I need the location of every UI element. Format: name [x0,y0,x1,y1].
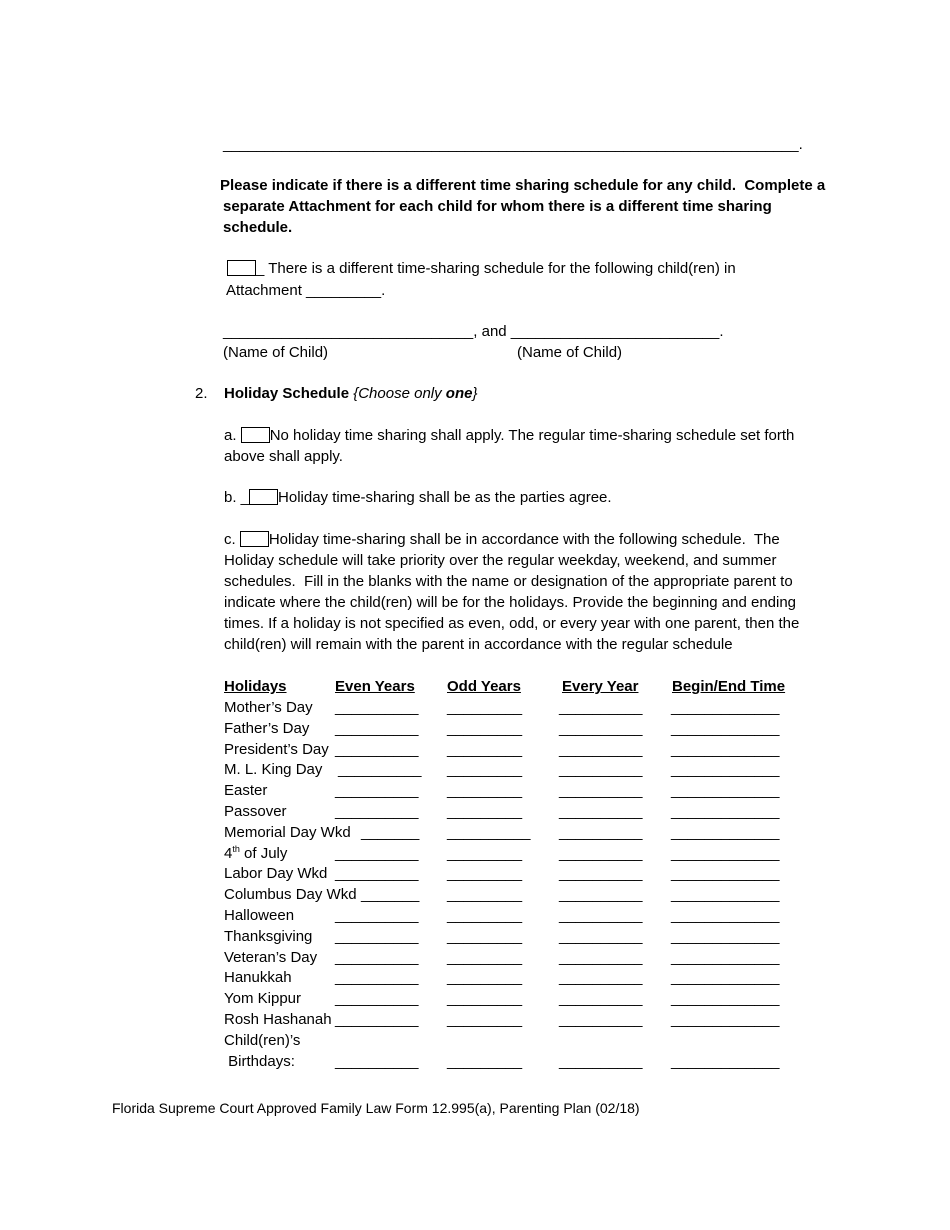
holiday-blank-every[interactable]: __________ [559,948,643,966]
option-c-line-3: schedules. Fill in the blanks with the name or designation of the appropriate parent to [224,573,793,590]
children-names-blanks[interactable]: ______________________________, and _________________________. [223,323,724,340]
holiday-name: Mother’s Day [224,699,313,716]
holiday-name: Veteran’s Day [224,948,318,966]
option-c-line-6: child(ren) will remain with the parent in accordance with the regular schedule [224,636,733,653]
holiday-blank-time[interactable]: _____________ [671,1011,780,1028]
different-schedule-line-1 [227,259,736,279]
checkbox-tail: _ [256,260,265,277]
holiday-name: Easter [224,782,268,800]
header-every-year: Every Year [562,678,639,695]
holiday-blank-odd[interactable]: _________ [447,865,523,883]
holiday-blank-even[interactable]: __________ [335,803,419,820]
holiday-blank-time[interactable]: _____________ [671,865,780,883]
top-blank-line[interactable]: _____________________________________________________________________. [223,136,803,153]
holiday-blank-even[interactable]: __________ [335,969,419,987]
holiday-blank-time[interactable]: _____________ [671,782,780,800]
holiday-blank-odd[interactable]: _________ [447,927,523,945]
holiday-name: 4th of July [224,843,288,862]
holiday-blank-odd[interactable]: _________ [447,719,523,737]
holiday-blank-time[interactable]: _____________ [671,740,780,758]
holiday-blank-even[interactable]: _______ [361,886,420,904]
option-c-line-4: indicate where the child(ren) will be for the holidays. Provide the beginning and ending [224,594,797,611]
holiday-blank-odd[interactable]: _________ [447,886,523,904]
holiday-blank-even[interactable]: __________ [335,927,419,945]
holiday-blank-every[interactable]: __________ [559,1011,643,1028]
holiday-name: Memorial Day Wkd [224,823,351,841]
holiday-blank-odd[interactable]: _________ [447,990,523,1008]
holiday-blank-every[interactable]: __________ [559,844,643,862]
holiday-blank-odd[interactable]: _________ [447,1052,523,1070]
holiday-blank-every[interactable]: __________ [559,990,643,1008]
holiday-blank-odd[interactable]: _________ [447,948,523,966]
holiday-blank-every[interactable]: __________ [559,865,643,883]
holiday-blank-odd[interactable]: _________ [447,803,523,820]
option-a-line-2: above shall apply. [224,448,343,465]
instruction-line-1: Please indicate if there is a different time sharing schedule for any child. Complete a [220,177,826,194]
holiday-blank-time[interactable]: _____________ [671,886,780,904]
holiday-blank-odd[interactable]: _________ [447,1011,523,1028]
option-c-line-5: times. If a holiday is not specified as even, odd, or every year with one parent, then the [224,615,800,632]
holiday-blank-every[interactable]: __________ [559,761,643,779]
holiday-name: Father’s Day [224,719,310,737]
holiday-blank-time[interactable]: _____________ [671,844,780,862]
holiday-blank-time[interactable]: _____________ [671,948,780,966]
holiday-name: Birthdays: [224,1052,295,1070]
holiday-blank-time[interactable]: _____________ [671,699,780,716]
holiday-blank-odd[interactable]: _________ [447,782,523,800]
holiday-name: Hanukkah [224,969,292,987]
holiday-blank-even[interactable]: __________ [338,761,422,779]
holiday-blank-odd[interactable]: _________ [447,907,523,924]
holiday-blank-even[interactable]: __________ [335,948,419,966]
header-begin-end-time: Begin/End Time [672,678,786,695]
holiday-blank-every[interactable]: __________ [559,782,643,800]
option-b-line-1: b. _ Holiday time-sharing shall be as the parties agree. [224,489,612,506]
holiday-name: Rosh Hashanah [224,1011,332,1028]
holiday-name: Passover [224,803,287,820]
holiday-blank-time[interactable]: _____________ [671,990,780,1008]
holiday-blank-even[interactable]: __________ [335,740,419,758]
option-c-line-2: Holiday schedule will take priority over the regular weekday, weekend, and summer [224,552,777,569]
holiday-name: Labor Day Wkd [224,865,328,883]
holiday-name: President’s Day [224,740,329,758]
holiday-blank-even[interactable]: __________ [335,719,419,737]
holiday-blank-time[interactable]: _____________ [671,907,780,924]
option-a-checkbox[interactable] [241,427,270,443]
holiday-blank-time[interactable]: _____________ [671,803,780,820]
holiday-blank-even[interactable]: __________ [335,1052,419,1070]
holiday-blank-even[interactable]: __________ [335,990,419,1008]
holiday-schedule-title: Holiday Schedule [224,385,350,402]
different-schedule-text: There is a different time-sharing schedule for the following child(ren) in [264,260,736,277]
instruction-line-3: schedule. [223,219,293,236]
option-c-checkbox[interactable] [240,531,269,547]
holiday-blank-every[interactable]: __________ [559,719,643,737]
holiday-blank-every[interactable]: __________ [559,927,643,945]
holiday-blank-odd[interactable]: _________ [447,844,523,862]
holiday-name: Columbus Day Wkd [224,886,357,904]
holiday-name: Halloween [224,907,295,924]
holiday-blank-odd[interactable]: _________ [447,740,523,758]
option-b-checkbox[interactable] [249,489,278,505]
footer-text: Florida Supreme Court Approved Family Law Form 12.995(a), Parenting Plan (02/18) [112,1100,640,1116]
attachment-line[interactable]: Attachment _________. [226,282,386,299]
holiday-name: Yom Kippur [224,990,301,1008]
holiday-blank-time[interactable]: _____________ [671,969,780,987]
header-odd-years: Odd Years [447,678,521,695]
holiday-blank-odd[interactable]: __________ [447,823,531,841]
option-a-line-1: a. No holiday time sharing shall apply. The regular time-sharing schedule set forth [224,427,795,444]
holiday-blank-time[interactable]: _____________ [671,927,780,945]
holiday-blank-even[interactable]: __________ [335,865,419,883]
header-even-years: Even Years [335,678,415,695]
holiday-blank-time[interactable]: _____________ [671,1052,780,1070]
holiday-blank-even[interactable]: __________ [335,699,419,716]
option-c-line-1: c. Holiday time-sharing shall be in accordance with the following schedule. The [224,531,780,548]
holiday-blank-time[interactable]: _____________ [671,719,780,737]
holiday-blank-every[interactable]: __________ [559,740,643,758]
holiday-blank-every[interactable]: __________ [559,699,643,716]
holiday-blank-every[interactable]: __________ [559,803,643,820]
holiday-blank-even[interactable]: _______ [361,823,420,841]
holiday-schedule-heading [224,384,477,404]
different-schedule-checkbox[interactable] [227,260,256,276]
holiday-name: Thanksgiving [224,927,313,945]
holiday-name: M. L. King Day [224,761,323,779]
holiday-blank-time[interactable]: _____________ [671,761,780,779]
instruction-line-2: separate Attachment for each child for whom there is a different time sharing [223,198,772,215]
holiday-blank-even[interactable]: __________ [335,844,419,862]
section-number: 2. [195,385,208,402]
holiday-blank-time[interactable]: _____________ [671,823,780,841]
holiday-blank-every[interactable]: __________ [559,886,643,904]
child-name-label-2: (Name of Child) [517,344,623,361]
holiday-blank-every[interactable]: __________ [559,823,643,841]
header-holidays: Holidays [224,678,287,695]
choose-only-note: {Choose only one} [353,385,478,402]
holiday-blank-odd[interactable]: _________ [447,699,523,716]
holiday-blank-odd[interactable]: _________ [447,761,523,779]
holiday-blank-every[interactable]: __________ [559,1052,643,1070]
holiday-blank-every[interactable]: __________ [559,907,643,924]
holiday-name: Child(ren)’s [224,1031,301,1049]
holiday-blank-even[interactable]: __________ [335,1011,419,1028]
holiday-blank-odd[interactable]: _________ [447,969,523,987]
holiday-blank-even[interactable]: __________ [335,782,419,800]
child-name-label-1: (Name of Child) [223,344,329,361]
holiday-blank-even[interactable]: __________ [335,907,419,924]
holiday-blank-every[interactable]: __________ [559,969,643,987]
